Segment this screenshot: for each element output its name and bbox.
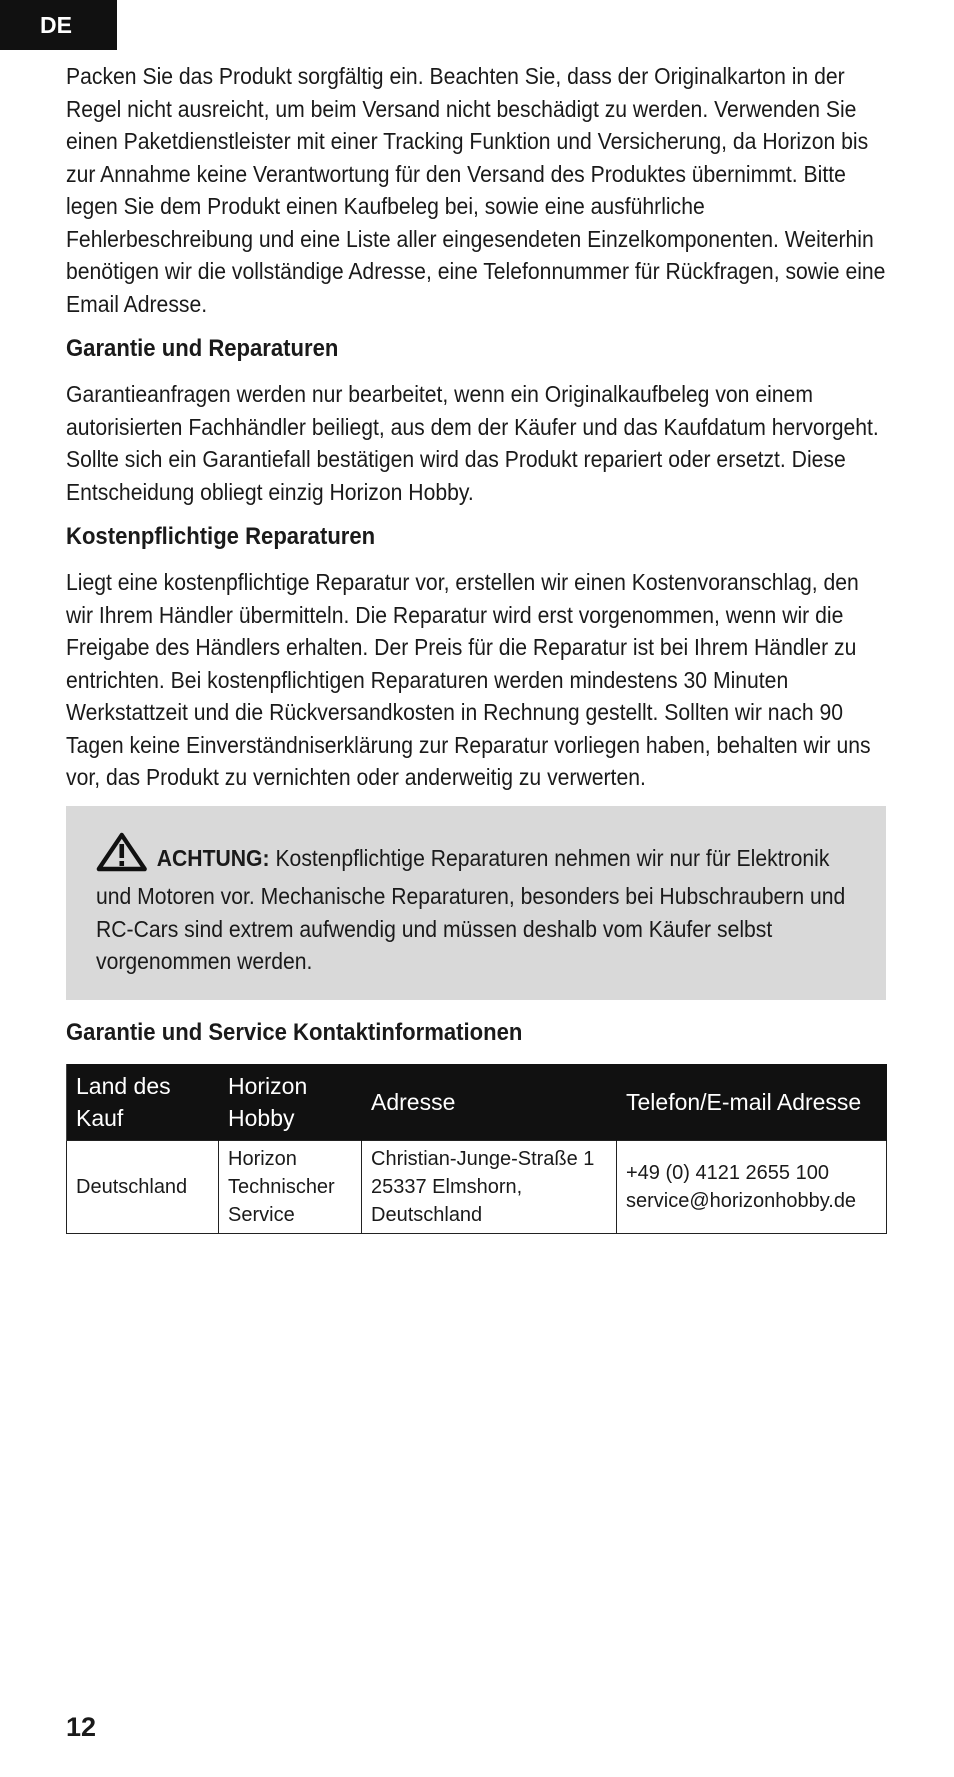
column-header-country: Land des Kauf	[67, 1064, 219, 1141]
address-line-2: 25337 Elmshorn,	[371, 1175, 523, 1198]
language-tab: DE	[0, 0, 117, 50]
column-header-phone-email: Telefon/E-mail Adresse	[617, 1064, 887, 1141]
address-line-3: Deutschland	[371, 1203, 483, 1226]
email-address[interactable]: service@horizonhobby.de	[626, 1189, 857, 1212]
contact-table	[66, 1064, 887, 1234]
warning-text: Kostenpflichtige Reparaturen nehmen wir nur für Elektronik und Motoren vor. Mechanische Reparaturen, besonders bei Hubschraubern und RC-Cars sind extrem aufwendig und müssen deshalb vom Käufer selbst vorgenommen werden.	[96, 844, 846, 974]
table-row	[67, 1140, 887, 1233]
warning-triangle-icon	[96, 832, 148, 881]
page-number: 12	[66, 1712, 97, 1742]
section-heading-warranty: Garantie und Reparaturen	[66, 335, 339, 362]
warning-text-block	[96, 832, 855, 978]
warning-label: ACHTUNG:	[156, 844, 270, 871]
cell-country: Deutschland	[67, 1140, 219, 1233]
warning-box	[66, 806, 886, 1000]
cell-company: Horizon Technischer Service	[219, 1140, 362, 1233]
phone-number: +49 (0) 4121 2655 100	[626, 1161, 829, 1184]
contact-heading: Garantie und Service Kontaktinformationen	[66, 1018, 523, 1046]
section-text-warranty: Garantieanfragen werden nur bearbeitet, wenn ein Originalkaufbeleg von einem autorisierten Fachhändler beiliegt, aus dem der Käufer und das Kaufdatum hervorgeht. Sollte sich ein Garantiefall bestätigen wird das Produkt repariert oder ersetzt. Diese Entscheidung obliegt einzig Horizon Hobby.	[66, 381, 879, 505]
column-header-company: Horizon Hobby	[219, 1064, 362, 1141]
table-header-row	[67, 1064, 887, 1141]
address-line-1: Christian-Junge-Straße 1	[371, 1147, 595, 1170]
page-content	[66, 60, 886, 1234]
intro-paragraph: Packen Sie das Produkt sorgfältig ein. Beachten Sie, dass der Originalkarton in der Regel nicht ausreicht, um beim Versand nicht beschädigt zu werden. Verwenden Sie einen Paketdienstleister mit einer Tracking Funktion und Versicherung, da Horizon bis zur Annahme keine Verantwortung für den Versand des Produktes übernimmt. Bitte legen Sie dem Produkt einen Kaufbeleg bei, sowie eine ausführliche Fehlerbeschreibung und eine Liste aller eingesendeten Einzelkomponenten. Weiterhin benötigen wir die vollständige Adresse, eine Telefonnummer für Rückfragen, sowie eine Email Adresse.	[66, 63, 886, 317]
cell-address	[362, 1140, 617, 1233]
column-header-address: Adresse	[362, 1064, 617, 1141]
section-heading-paid-repairs: Kostenpflichtige Reparaturen	[66, 523, 376, 550]
section-text-paid-repairs: Liegt eine kostenpflichtige Reparatur vor, erstellen wir einen Kostenvoranschlag, den wir Ihrem Händler übermitteln. Die Reparatur wird erst vorgenommen, wenn wir die Freigabe des Händlers erhalten. Der Preis für die Reparatur ist bei Ihrem Händler zu entrichten. Bei kostenpflichtigen Reparaturen werden mindestens 30 Minuten Werkstattzeit und die Rückversandkosten in Rechnung gestellt. Sollten wir nach 90 Tagen keine Einverständniserklärung zur Reparatur vorliegen haben, behalten wir uns vor, das Produkt zu vernichten oder anderweitig zu verwerten.	[66, 569, 871, 790]
cell-phone-email	[617, 1140, 887, 1233]
